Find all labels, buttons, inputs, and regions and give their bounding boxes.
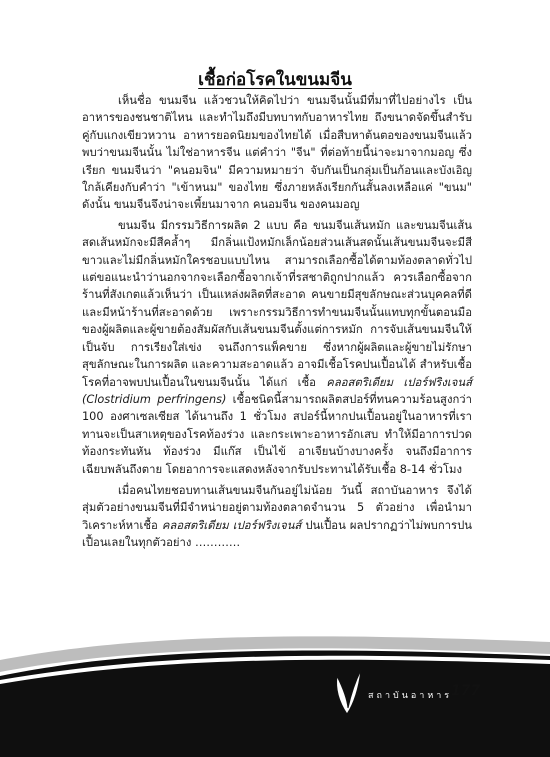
organism-name-thai-2: คลอสตริเดียม เปอร์ฟริงเจนส์ (161, 518, 302, 532)
page-title: เชื้อก่อโรคในขนมจีน (198, 70, 352, 90)
paragraph-1: เห็นชื่อ ขนมจีน แล้วชวนให้คิดไปว่า ขนมจีนนั้นมีที่มาที่ไปอย่างไร เป็นอาหารของชนชาติไหน และทำไมถึงมีบทบาทกับอาหารไทย ถึงขนาดจัดขึ้นสำรับคู่กับแกงเขียวหวาน อาหารยอดนิยมของไทยได้ เมื่อสืบหาต้นตอของขนมจีนแล้วพบว่าขนมจีนนั้น ไม่ใช่อาหารจีน แต่คำว่า "จีน" ที่ต่อท้ายนี้น่าจะมาจากมอญ ซึ่งเรียก ขนมจีนว่า "คนอมจิน" มีความหมายว่า จับกันเป็นกลุ่มเป็นก้อนและบังเอิญใกล้เคียงกับคำว่า "เข้าหนม" ของไทย ซึ่งภายหลังเรียกกันสั้นลงเหลือแค่ "ขนม" ดังนั้น ขนมจีนจึงน่าจะเพี้ยนมาจาก คนอมจีน ของคนมอญ (82, 94, 472, 212)
paragraph-3 (82, 482, 472, 552)
paragraph-2 (82, 217, 472, 478)
organism-name-thai: คลอสตริเดียม เปอร์ฟริงเจนส์ (326, 375, 472, 389)
footer-institute-label: สถาบันอาหาร (368, 691, 453, 701)
paragraph-2-text: ขนมจีน มีกรรมวิธีการผลิต 2 แบบ คือ ขนมจีนเส้นหมัก และขนมจีนเส้นสดเส้นหมักจะมีสีคล้ำๆ มีกลิ่นแป้งหมักเล็กน้อยส่วนเส้นสดนั้นเส้นขนมจีนจะมีสีขาวและไม่มีกลิ่นหมักใครชอบแบบไหน สามารถเลือกซื้อได้ตามท้องตลาดทั่วไปแต่ขอแนะนำว่านอกจากจะเลือกซื้อจากเจ้าที่รสชาติถูกปากแล้ว ควรเลือกซื้อจากร้านที่สังเกตแล้วเห็นว่า เป็นแหล่งผลิตที่สะอาด คนขายมีสุขลักษณะส่วนบุคคลที่ดี และมีหน้าร้านที่สะอาดด้วย เพราะกรรมวิธีการทำขนมจีนนั้นแทบทุกขั้นตอนมือของผู้ผลิตและผู้ขายต้องสัมผัสกับเส้นขนมจีนตั้งแต่การหมัก การจับเส้นขนมจีนให้เป็นจับ การเรียงใส่เข่ง จนถึงการแพ็คขาย ซึ่งหากผู้ผลิตและผู้ขายไม่รักษาสุขลักษณะในการผลิต และความสะอาดแล้ว อาจมีเชื้อโรคปนเปื้อนได้ สำหรับเชื้อโรคที่อาจพบปนเปื้อนในขนมจีนนั้น ได้แก่ เชื้อ (82, 218, 472, 389)
paragraph-3-text: เมื่อคนไทยชอบทานเส้นขนมจีนกันอยู่ไม่น้อย วันนี้ สถาบันอาหาร จึงได้สุ่มตัวอย่างขนมจีนที่มีจำหน่ายอยู่ตามท้องตลาดจำนวน 5 ตัวอย่าง เพื่อนำมาวิเคราะห์หาเชื้อ (82, 483, 472, 532)
leaf-logo-icon (333, 668, 363, 716)
paragraph-2-tail: เชื้อชนิดนี้สามารถผลิตสปอร์ที่ทนความร้อนสูงกว่า 100 องศาเซลเซียส ได้นานถึง 1 ชั่วโมง สปอร์นี้หากปนเปื้อนอยู่ในอาหารที่เราทานจะเป็นสาเหตุของโรคท้องร่วง และกระเพาะอาหารอักเสบ ทำให้มีอาการปวดท้องกระทันหัน ท้องร่วง มีแก๊ส เป็นไข้ อาเจียนบ้างบางครั้ง จนถึงมีอาการเฉียบพลันถึงตาย โดยอาการจะแสดงหลังจากรับประทานได้รับเชื้อ 8-14 ชั่วโมง (82, 392, 472, 476)
organism-name-latin: (Clostridium perfringens) (82, 392, 227, 406)
paragraph-3-tail: ปนเปื้อน ผลปรากฏว่าไม่พบการปนเปื้อนเลยในทุกตัวอย่าง ………… (82, 518, 472, 550)
footer-black-band (0, 650, 550, 757)
article-body (82, 92, 472, 555)
page-number: 177 (451, 683, 481, 699)
